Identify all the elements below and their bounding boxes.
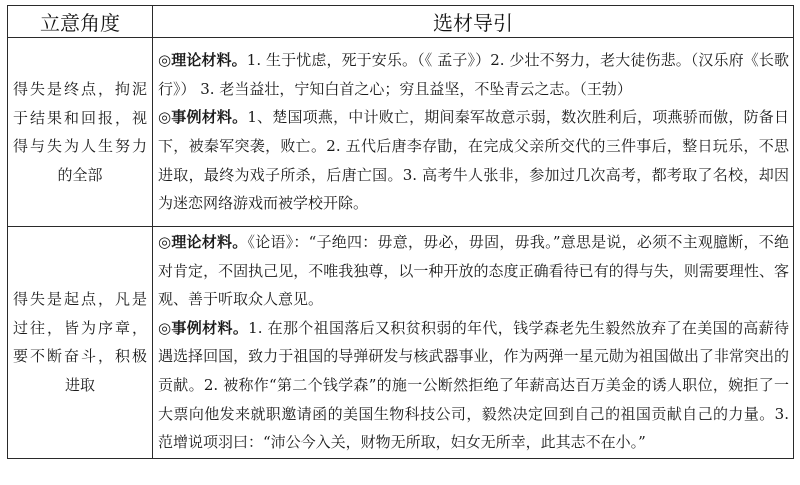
table-row [8, 38, 794, 227]
theory-text: 《论语》：“子绝四：毋意，毋必，毋固，毋我。”意思是说，必须不主观臆断，不绝对肯定，不固执己见，不唯我独尊，以一种开放的态度正确看待已有的得与失，则需要理性、客观、善于听取众人意见。 [158, 233, 789, 309]
writing-guide-table [7, 5, 794, 459]
case-lead: ◎事例材料。 [158, 318, 249, 337]
angle-cell: 得失是起点，凡是过往，皆为序章，要不断奋斗，积极进取 [8, 227, 153, 459]
theory-lead: ◎理论材料。 [158, 233, 248, 251]
theory-text: 1. 生于忧虑，死于安乐。（《 孟子》）2. 少壮不努力，老大徒伤悲。（汉乐府《长歌行》） 3. 老当益壮，宁知白首之心；穷且益坚，不坠青云之志。（王勃） [158, 51, 790, 98]
case-material [158, 103, 789, 217]
table-row [8, 227, 794, 459]
header-guide: 选材导引 [153, 6, 794, 38]
material-cell [153, 38, 794, 227]
case-lead: ◎事例材料。 [158, 108, 248, 127]
table-header-row [8, 6, 794, 38]
material-cell [153, 227, 794, 459]
case-material [158, 314, 789, 457]
case-text: 1、楚国项燕，中计败亡，期间秦军故意示弱，数次胜利后，项燕骄而傲，防备日下，被秦军突袭，败亡。2. 五代后唐李存勖，在完成父亲所交代的三件事后，整日玩乐，不思进取，最终为戏子所杀，后唐亡国。3. 高考牛人张非，参加过几次高考，都考取了名校，却因为迷恋网络游戏而被学校开除。 [158, 108, 789, 213]
theory-material [158, 228, 789, 314]
case-text: 1. 在那个祖国落后又积贫积弱的年代，钱学森老先生毅然放弃了在美国的高薪待遇选择回国，致力于祖国的导弹研发与核武器事业，作为两弹一星元勋为祖国做出了非常突出的贡献。2. 被称作“第二个钱学森”的施一公断然拒绝了年薪高达百万美金的诱人职位，婉拒了一大票向他发来就职邀请函的美国生物科技公司，毅然决定回到自己的祖国贡献自己的力量。3. 范增说项羽曰：“沛公今入关，财物无所取，妇女无所幸，此其志不在小。” [158, 318, 789, 452]
header-angle: 立意角度 [8, 6, 153, 38]
angle-cell: 得失是终点，拘泥于结果和回报，视得与失为人生努力的全部 [8, 38, 153, 227]
theory-material [158, 46, 789, 103]
theory-lead: ◎理论材料。 [158, 51, 247, 70]
